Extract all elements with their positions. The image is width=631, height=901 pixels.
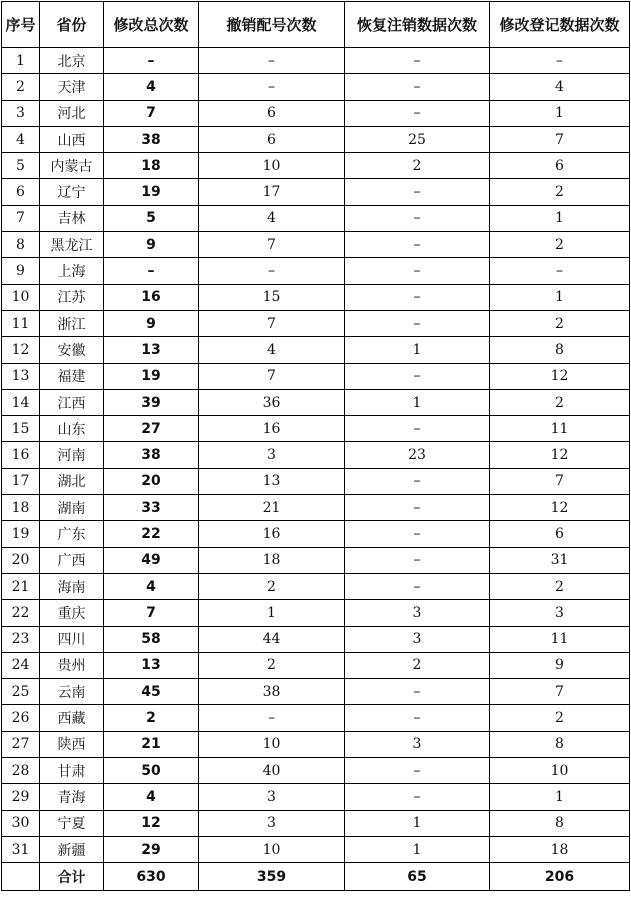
- row-index: 20: [2, 547, 40, 573]
- restore-count: 23: [345, 442, 490, 468]
- row-index: 15: [2, 416, 40, 442]
- table-row: [2, 389, 630, 415]
- summary-row: [2, 863, 630, 891]
- province-name: 天津: [40, 74, 104, 100]
- total-changes: 50: [104, 758, 199, 784]
- total-changes: 2: [104, 705, 199, 731]
- province-name: 云南: [40, 679, 104, 705]
- province-name: 黑龙江: [40, 232, 104, 258]
- modify-count: 10: [490, 758, 630, 784]
- table-row: [2, 100, 630, 126]
- revoke-count: 10: [199, 731, 345, 757]
- table-row: [2, 600, 630, 626]
- modify-count: 8: [490, 731, 630, 757]
- row-index: 10: [2, 284, 40, 310]
- header-revoke-count: 撤销配号次数: [199, 2, 345, 48]
- province-name: 青海: [40, 784, 104, 810]
- table-row: [2, 179, 630, 205]
- revoke-count: 16: [199, 416, 345, 442]
- total-changes: 45: [104, 679, 199, 705]
- restore-count: –: [345, 258, 490, 284]
- revoke-count: –: [199, 258, 345, 284]
- modify-count: –: [490, 258, 630, 284]
- province-name: 江西: [40, 389, 104, 415]
- modify-count: 11: [490, 626, 630, 652]
- province-name: 甘肃: [40, 758, 104, 784]
- restore-count: –: [345, 232, 490, 258]
- total-changes: 7: [104, 100, 199, 126]
- total-changes: 21: [104, 731, 199, 757]
- row-index: 8: [2, 232, 40, 258]
- restore-count: 2: [345, 153, 490, 179]
- total-changes: 18: [104, 153, 199, 179]
- total-changes: 33: [104, 495, 199, 521]
- restore-count: 1: [345, 836, 490, 862]
- summary-total: 630: [104, 863, 199, 891]
- statistics-table: [1, 1, 630, 891]
- total-changes: 7: [104, 600, 199, 626]
- row-index: 23: [2, 626, 40, 652]
- restore-count: –: [345, 74, 490, 100]
- row-index: 6: [2, 179, 40, 205]
- total-changes: –: [104, 48, 199, 74]
- row-index: 3: [2, 100, 40, 126]
- revoke-count: –: [199, 48, 345, 74]
- restore-count: 2: [345, 652, 490, 678]
- row-index: 14: [2, 389, 40, 415]
- revoke-count: 7: [199, 232, 345, 258]
- row-index: 26: [2, 705, 40, 731]
- total-changes: 29: [104, 836, 199, 862]
- restore-count: –: [345, 100, 490, 126]
- row-index: 29: [2, 784, 40, 810]
- restore-count: 3: [345, 731, 490, 757]
- modify-count: 7: [490, 679, 630, 705]
- modify-count: 12: [490, 495, 630, 521]
- row-index: 16: [2, 442, 40, 468]
- table-row: [2, 626, 630, 652]
- modify-count: 2: [490, 705, 630, 731]
- row-index: 12: [2, 337, 40, 363]
- total-changes: 38: [104, 126, 199, 152]
- revoke-count: 4: [199, 337, 345, 363]
- summary-restore: 65: [345, 863, 490, 891]
- revoke-count: 3: [199, 784, 345, 810]
- province-name: 上海: [40, 258, 104, 284]
- restore-count: –: [345, 758, 490, 784]
- total-changes: 13: [104, 337, 199, 363]
- modify-count: 1: [490, 100, 630, 126]
- modify-count: 7: [490, 126, 630, 152]
- province-name: 山东: [40, 416, 104, 442]
- province-name: 湖南: [40, 495, 104, 521]
- province-name: 山西: [40, 126, 104, 152]
- row-index: 25: [2, 679, 40, 705]
- modify-count: 8: [490, 337, 630, 363]
- restore-count: 3: [345, 626, 490, 652]
- row-index: 24: [2, 652, 40, 678]
- modify-count: 6: [490, 521, 630, 547]
- row-index: 19: [2, 521, 40, 547]
- row-index: 31: [2, 836, 40, 862]
- revoke-count: 15: [199, 284, 345, 310]
- revoke-count: 3: [199, 810, 345, 836]
- row-index: 7: [2, 205, 40, 231]
- revoke-count: 7: [199, 363, 345, 389]
- total-changes: 58: [104, 626, 199, 652]
- row-index: 22: [2, 600, 40, 626]
- restore-count: –: [345, 284, 490, 310]
- province-name: 内蒙古: [40, 153, 104, 179]
- row-index: 11: [2, 310, 40, 336]
- row-index: 21: [2, 573, 40, 599]
- table-row: [2, 153, 630, 179]
- row-index: 27: [2, 731, 40, 757]
- province-name: 重庆: [40, 600, 104, 626]
- modify-count: 2: [490, 232, 630, 258]
- revoke-count: 10: [199, 153, 345, 179]
- table-row: [2, 126, 630, 152]
- modify-count: 11: [490, 416, 630, 442]
- summary-revoke: 359: [199, 863, 345, 891]
- table-row: [2, 784, 630, 810]
- revoke-count: 21: [199, 495, 345, 521]
- province-name: 贵州: [40, 652, 104, 678]
- table-row: [2, 547, 630, 573]
- revoke-count: 2: [199, 573, 345, 599]
- province-name: 福建: [40, 363, 104, 389]
- total-changes: 27: [104, 416, 199, 442]
- header-row: [2, 2, 630, 48]
- restore-count: –: [345, 310, 490, 336]
- province-name: 河南: [40, 442, 104, 468]
- restore-count: –: [345, 679, 490, 705]
- modify-count: 6: [490, 153, 630, 179]
- province-name: 陕西: [40, 731, 104, 757]
- total-changes: 9: [104, 310, 199, 336]
- table-row: [2, 232, 630, 258]
- revoke-count: 13: [199, 468, 345, 494]
- table-body: [2, 48, 630, 863]
- revoke-count: –: [199, 705, 345, 731]
- table-row: [2, 363, 630, 389]
- restore-count: 3: [345, 600, 490, 626]
- total-changes: 39: [104, 389, 199, 415]
- total-changes: 4: [104, 74, 199, 100]
- row-index: 5: [2, 153, 40, 179]
- province-name: 西藏: [40, 705, 104, 731]
- total-changes: 20: [104, 468, 199, 494]
- modify-count: 3: [490, 600, 630, 626]
- total-changes: 22: [104, 521, 199, 547]
- total-changes: 4: [104, 573, 199, 599]
- restore-count: –: [345, 179, 490, 205]
- modify-count: 8: [490, 810, 630, 836]
- revoke-count: 10: [199, 836, 345, 862]
- table-row: [2, 810, 630, 836]
- modify-count: 2: [490, 389, 630, 415]
- row-index: 17: [2, 468, 40, 494]
- summary-label: 合计: [40, 863, 104, 891]
- restore-count: –: [345, 363, 490, 389]
- revoke-count: 6: [199, 126, 345, 152]
- row-index: 2: [2, 74, 40, 100]
- province-name: 广西: [40, 547, 104, 573]
- row-index: 28: [2, 758, 40, 784]
- province-name: 广东: [40, 521, 104, 547]
- modify-count: 9: [490, 652, 630, 678]
- modify-count: 12: [490, 363, 630, 389]
- restore-count: –: [345, 521, 490, 547]
- modify-count: 4: [490, 74, 630, 100]
- table-row: [2, 74, 630, 100]
- table-row: [2, 573, 630, 599]
- restore-count: –: [345, 48, 490, 74]
- modify-count: 2: [490, 179, 630, 205]
- table-row: [2, 416, 630, 442]
- table-row: [2, 521, 630, 547]
- table-row: [2, 205, 630, 231]
- row-index: 13: [2, 363, 40, 389]
- modify-count: 2: [490, 573, 630, 599]
- table-row: [2, 495, 630, 521]
- province-name: 四川: [40, 626, 104, 652]
- restore-count: 1: [345, 389, 490, 415]
- restore-count: –: [345, 205, 490, 231]
- table-row: [2, 48, 630, 74]
- province-name: 吉林: [40, 205, 104, 231]
- revoke-count: 3: [199, 442, 345, 468]
- revoke-count: 40: [199, 758, 345, 784]
- restore-count: –: [345, 416, 490, 442]
- modify-count: 12: [490, 442, 630, 468]
- province-name: 宁夏: [40, 810, 104, 836]
- revoke-count: 17: [199, 179, 345, 205]
- summary-modify: 206: [490, 863, 630, 891]
- revoke-count: 36: [199, 389, 345, 415]
- total-changes: 49: [104, 547, 199, 573]
- restore-count: 1: [345, 810, 490, 836]
- province-name: 湖北: [40, 468, 104, 494]
- province-name: 海南: [40, 573, 104, 599]
- row-index: 30: [2, 810, 40, 836]
- restore-count: –: [345, 468, 490, 494]
- table-row: [2, 679, 630, 705]
- header-modify-count: 修改登记数据次数: [490, 2, 630, 48]
- province-name: 安徽: [40, 337, 104, 363]
- header-total-changes: 修改总次数: [104, 2, 199, 48]
- table-row: [2, 258, 630, 284]
- revoke-count: 44: [199, 626, 345, 652]
- table-row: [2, 705, 630, 731]
- restore-count: 25: [345, 126, 490, 152]
- revoke-count: 4: [199, 205, 345, 231]
- table-row: [2, 468, 630, 494]
- revoke-count: 2: [199, 652, 345, 678]
- revoke-count: 16: [199, 521, 345, 547]
- table-row: [2, 284, 630, 310]
- table-row: [2, 758, 630, 784]
- table-row: [2, 652, 630, 678]
- modify-count: 1: [490, 205, 630, 231]
- modify-count: 1: [490, 284, 630, 310]
- modify-count: 1: [490, 784, 630, 810]
- table-row: [2, 442, 630, 468]
- row-index: 18: [2, 495, 40, 521]
- restore-count: –: [345, 495, 490, 521]
- total-changes: 5: [104, 205, 199, 231]
- modify-count: 31: [490, 547, 630, 573]
- restore-count: –: [345, 784, 490, 810]
- header-restore-count: 恢复注销数据次数: [345, 2, 490, 48]
- total-changes: 38: [104, 442, 199, 468]
- restore-count: –: [345, 705, 490, 731]
- total-changes: 9: [104, 232, 199, 258]
- province-name: 辽宁: [40, 179, 104, 205]
- row-index: 4: [2, 126, 40, 152]
- table-row: [2, 731, 630, 757]
- modify-count: 2: [490, 310, 630, 336]
- total-changes: 19: [104, 363, 199, 389]
- revoke-count: 6: [199, 100, 345, 126]
- province-name: 河北: [40, 100, 104, 126]
- restore-count: –: [345, 547, 490, 573]
- revoke-count: 7: [199, 310, 345, 336]
- row-index: 1: [2, 48, 40, 74]
- header-index: 序号: [2, 2, 40, 48]
- restore-count: 1: [345, 337, 490, 363]
- header-province: 省份: [40, 2, 104, 48]
- revoke-count: 1: [199, 600, 345, 626]
- total-changes: 4: [104, 784, 199, 810]
- table-row: [2, 337, 630, 363]
- total-changes: 12: [104, 810, 199, 836]
- modify-count: 18: [490, 836, 630, 862]
- total-changes: –: [104, 258, 199, 284]
- total-changes: 19: [104, 179, 199, 205]
- revoke-count: –: [199, 74, 345, 100]
- table-row: [2, 836, 630, 862]
- province-name: 新疆: [40, 836, 104, 862]
- table-row: [2, 310, 630, 336]
- province-name: 浙江: [40, 310, 104, 336]
- modify-count: –: [490, 48, 630, 74]
- province-name: 江苏: [40, 284, 104, 310]
- summary-index: [2, 863, 40, 891]
- modify-count: 7: [490, 468, 630, 494]
- total-changes: 16: [104, 284, 199, 310]
- revoke-count: 38: [199, 679, 345, 705]
- restore-count: –: [345, 573, 490, 599]
- row-index: 9: [2, 258, 40, 284]
- province-name: 北京: [40, 48, 104, 74]
- total-changes: 13: [104, 652, 199, 678]
- revoke-count: 18: [199, 547, 345, 573]
